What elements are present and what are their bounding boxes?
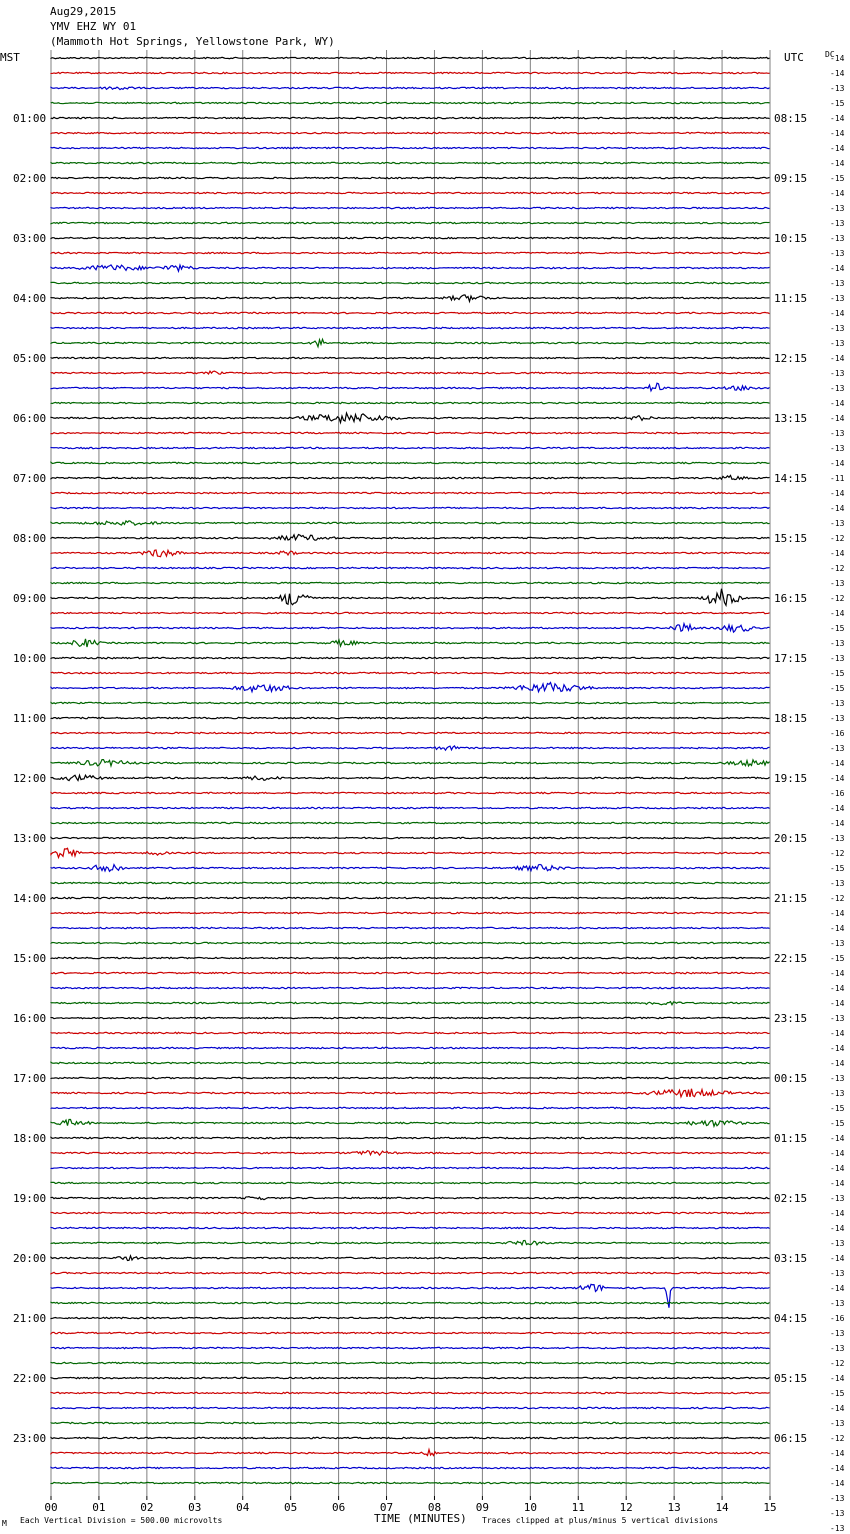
right-hour-label: 12:15 — [774, 352, 808, 365]
dc-offset-value: -13 — [830, 879, 845, 888]
dc-offset-value: -14 — [830, 69, 845, 78]
dc-offset-value: -14 — [830, 489, 845, 498]
dc-offset-value: -13 — [830, 204, 845, 213]
trace-line — [51, 550, 770, 557]
left-hour-label: 19:00 — [13, 1192, 47, 1205]
trace-line — [51, 535, 770, 541]
right-hour-label: 22:15 — [774, 952, 808, 965]
dc-offset-value: -15 — [830, 1104, 845, 1113]
dc-offset-value: -14 — [830, 144, 845, 153]
dc-offset-value: -13 — [830, 1239, 845, 1248]
right-timezone-label: UTC — [784, 51, 804, 64]
trace-line — [51, 371, 770, 374]
dc-offset-value: -15 — [830, 954, 845, 963]
right-hour-label: 10:15 — [774, 232, 808, 245]
trace-line — [51, 1284, 770, 1307]
trace-line — [51, 807, 770, 808]
trace-line — [51, 1377, 770, 1378]
dc-offset-value: -13 — [830, 429, 845, 438]
trace-line — [51, 1256, 770, 1261]
trace-line — [51, 413, 770, 422]
dc-offset-label: DC — [825, 50, 835, 59]
dc-offset-value: -14 — [830, 1059, 845, 1068]
dc-offset-value: -16 — [830, 729, 845, 738]
dc-offset-value: -13 — [830, 1329, 845, 1338]
left-hour-label: 09:00 — [13, 592, 47, 605]
trace-line — [51, 1212, 770, 1213]
dc-offset-value: -13 — [830, 1524, 845, 1533]
left-hour-label: 23:00 — [13, 1432, 47, 1445]
x-tick-label: 01 — [92, 1501, 106, 1514]
dc-offset-value: -14 — [830, 189, 845, 198]
trace-line — [51, 957, 770, 958]
trace-line — [51, 612, 770, 613]
dc-offset-value: -14 — [830, 354, 845, 363]
dc-offset-value: -14 — [830, 309, 845, 318]
dc-offset-value: -15 — [830, 1389, 845, 1398]
dc-offset-value: -13 — [830, 219, 845, 228]
clip-note: Traces clipped at plus/minus 5 vertical divisions — [482, 1516, 719, 1525]
dc-offset-value: -13 — [830, 1299, 845, 1308]
dc-offset-value: -13 — [830, 639, 845, 648]
trace-line — [51, 624, 770, 632]
trace-line — [51, 1482, 770, 1483]
trace-line — [51, 507, 770, 508]
trace-line — [51, 177, 770, 178]
trace-line — [51, 1422, 770, 1423]
dc-offset-value: -13 — [830, 1344, 845, 1353]
dc-offset-value: -11 — [830, 474, 845, 483]
x-tick-label: 13 — [667, 1501, 681, 1514]
dc-offset-value: -13 — [830, 1194, 845, 1203]
right-hour-label: 08:15 — [774, 112, 808, 125]
dc-offset-value: -13 — [830, 294, 845, 303]
dc-offset-value: -14 — [830, 759, 845, 768]
dc-offset-value: -14 — [830, 459, 845, 468]
dc-offset-value: -14 — [830, 1029, 845, 1038]
dc-offset-value: -12 — [830, 894, 845, 903]
dc-offset-value: -13 — [830, 249, 845, 258]
left-hour-label: 08:00 — [13, 532, 47, 545]
corner-mark: M — [2, 1519, 7, 1528]
dc-offset-value: -13 — [830, 714, 845, 723]
trace-line — [51, 87, 770, 90]
dc-offset-value: -14 — [830, 1404, 845, 1413]
dc-offset-value: -14 — [830, 984, 845, 993]
left-hour-label: 05:00 — [13, 352, 47, 365]
scale-note: Each Vertical Division = 500.00 microvolts — [20, 1516, 223, 1525]
trace-line — [51, 1182, 770, 1183]
trace-line — [51, 1437, 770, 1438]
left-timezone-label: MST — [0, 51, 20, 64]
trace-line — [51, 987, 770, 988]
left-hour-label: 21:00 — [13, 1312, 47, 1325]
trace-line — [51, 207, 770, 208]
trace-line — [51, 462, 770, 463]
trace-line — [51, 683, 770, 692]
trace-line — [51, 1002, 770, 1005]
trace-line — [51, 383, 770, 391]
dc-offset-value: -13 — [830, 834, 845, 843]
dc-offset-value: -14 — [830, 549, 845, 558]
left-hour-label: 16:00 — [13, 1012, 47, 1025]
dc-offset-value: -14 — [830, 399, 845, 408]
left-hour-label: 14:00 — [13, 892, 47, 905]
trace-line — [51, 1119, 770, 1126]
trace-line — [51, 672, 770, 673]
left-hour-label: 20:00 — [13, 1252, 47, 1265]
right-hour-label: 23:15 — [774, 1012, 808, 1025]
right-hour-label: 18:15 — [774, 712, 808, 725]
trace-line — [51, 792, 770, 793]
right-hour-label: 13:15 — [774, 412, 808, 425]
right-hour-label: 00:15 — [774, 1072, 808, 1085]
right-hour-label: 11:15 — [774, 292, 808, 305]
dc-offset-value: -14 — [830, 1254, 845, 1263]
left-hour-label: 13:00 — [13, 832, 47, 845]
dc-offset-value: -14 — [830, 159, 845, 168]
plot-date: Aug29,2015 — [50, 5, 117, 18]
trace-line — [51, 848, 770, 857]
x-axis-label: TIME (MINUTES) — [374, 1512, 467, 1525]
dc-offset-value: -13 — [830, 699, 845, 708]
dc-offset-value: -13 — [830, 519, 845, 528]
right-hour-label: 06:15 — [774, 1432, 808, 1445]
trace-line — [51, 864, 770, 871]
dc-offset-value: -14 — [830, 1179, 845, 1188]
station-location: (Mammoth Hot Springs, Yellowstone Park, WY) — [50, 35, 335, 48]
trace-line — [51, 657, 770, 658]
trace-line — [51, 746, 770, 750]
dc-offset-value: -13 — [830, 444, 845, 453]
dc-offset-value: -12 — [830, 1434, 845, 1443]
trace-line — [51, 102, 770, 103]
trace-line — [51, 447, 770, 448]
x-tick-label: 10 — [523, 1501, 537, 1514]
seismic-traces — [51, 57, 770, 1483]
trace-line — [51, 72, 770, 73]
trace-line — [51, 282, 770, 283]
trace-line — [51, 1062, 770, 1063]
right-hour-label: 19:15 — [774, 772, 808, 785]
trace-line — [51, 237, 770, 238]
x-tick-label: 03 — [188, 1501, 202, 1514]
trace-line — [51, 589, 770, 606]
x-tick-label: 11 — [571, 1501, 585, 1514]
dc-offset-value: -13 — [830, 1494, 845, 1503]
trace-line — [51, 252, 770, 253]
trace-line — [51, 1272, 770, 1273]
left-hour-label: 17:00 — [13, 1072, 47, 1085]
left-hour-label: 01:00 — [13, 112, 47, 125]
dc-offset-value: -14 — [830, 1209, 845, 1218]
right-hour-label: 14:15 — [774, 472, 808, 485]
trace-line — [51, 942, 770, 943]
dc-offset-value: -14 — [830, 1479, 845, 1488]
x-tick-label: 02 — [140, 1501, 154, 1514]
trace-line — [51, 312, 770, 313]
trace-line — [51, 1032, 770, 1033]
trace-line — [51, 192, 770, 193]
x-tick-label: 06 — [331, 1501, 346, 1514]
dc-offset-values — [830, 54, 845, 1534]
dc-offset-value: -14 — [830, 504, 845, 513]
dc-offset-value: -13 — [830, 744, 845, 753]
left-hour-label: 04:00 — [13, 292, 47, 305]
trace-line — [51, 475, 770, 479]
dc-offset-value: -13 — [830, 1509, 845, 1518]
trace-line — [51, 132, 770, 133]
dc-offset-value: -15 — [830, 864, 845, 873]
trace-line — [51, 339, 770, 346]
trace-line — [51, 1167, 770, 1168]
trace-line — [51, 432, 770, 433]
trace-line — [51, 1137, 770, 1138]
dc-offset-value: -13 — [830, 939, 845, 948]
x-tick-label: 15 — [763, 1501, 777, 1514]
trace-line — [51, 1392, 770, 1393]
x-tick-label: 08 — [427, 1501, 442, 1514]
dc-offset-value: -14 — [830, 909, 845, 918]
x-tick-label: 09 — [475, 1501, 490, 1514]
trace-line — [51, 702, 770, 703]
right-hour-label: 01:15 — [774, 1132, 808, 1145]
dc-offset-value: -14 — [830, 999, 845, 1008]
dc-offset-value: -14 — [830, 264, 845, 273]
dc-offset-value: -13 — [830, 1014, 845, 1023]
x-tick-label: 05 — [284, 1501, 298, 1514]
trace-line — [51, 521, 770, 525]
trace-line — [51, 492, 770, 493]
right-hour-label: 05:15 — [774, 1372, 808, 1385]
trace-line — [51, 265, 770, 271]
dc-offset-value: -12 — [830, 849, 845, 858]
trace-line — [51, 927, 770, 928]
x-tick-label: 00 — [44, 1501, 58, 1514]
right-hour-label: 15:15 — [774, 532, 808, 545]
dc-offset-value: -15 — [830, 1119, 845, 1128]
dc-offset-value: -14 — [830, 1149, 845, 1158]
trace-line — [51, 1302, 770, 1303]
dc-offset-value: -14 — [830, 129, 845, 138]
trace-line — [51, 822, 770, 823]
trace-line — [51, 1151, 770, 1155]
left-hour-label: 12:00 — [13, 772, 47, 785]
left-hour-label: 02:00 — [13, 172, 47, 185]
left-hour-label: 18:00 — [13, 1132, 47, 1145]
x-tick-label: 07 — [379, 1501, 394, 1514]
dc-offset-value: -14 — [830, 804, 845, 813]
dc-offset-value: -12 — [830, 594, 845, 603]
trace-line — [51, 1317, 770, 1318]
left-hour-label: 11:00 — [13, 712, 47, 725]
dc-offset-value: -14 — [830, 609, 845, 618]
dc-offset-value: -15 — [830, 684, 845, 693]
trace-line — [51, 837, 770, 838]
dc-offset-value: -12 — [830, 1359, 845, 1368]
trace-line — [51, 147, 770, 148]
dc-offset-value: -15 — [830, 99, 845, 108]
right-hour-label: 20:15 — [774, 832, 808, 845]
trace-line — [51, 1227, 770, 1228]
station-code: YMV EHZ WY 01 — [50, 20, 137, 33]
dc-offset-value: -13 — [830, 579, 845, 588]
trace-line — [51, 775, 770, 780]
dc-offset-value: -16 — [830, 789, 845, 798]
dc-offset-value: -14 — [830, 1044, 845, 1053]
dc-offset-value: -13 — [830, 369, 845, 378]
dc-offset-value: -14 — [830, 54, 845, 63]
dc-offset-value: -15 — [830, 174, 845, 183]
trace-line — [51, 1107, 770, 1108]
trace-line — [51, 567, 770, 568]
dc-offset-value: -14 — [830, 114, 845, 123]
trace-line — [51, 402, 770, 403]
dc-offset-value: -14 — [830, 1134, 845, 1143]
dc-offset-value: -12 — [830, 564, 845, 573]
trace-line — [51, 162, 770, 163]
left-hour-label: 10:00 — [13, 652, 47, 665]
trace-line — [51, 1407, 770, 1408]
dc-offset-value: -13 — [830, 324, 845, 333]
trace-line — [51, 1347, 770, 1348]
dc-offset-value: -14 — [830, 1284, 845, 1293]
right-hour-label: 17:15 — [774, 652, 808, 665]
dc-offset-value: -14 — [830, 1224, 845, 1233]
dc-offset-value: -14 — [830, 1164, 845, 1173]
left-hour-label: 03:00 — [13, 232, 47, 245]
trace-line — [51, 295, 770, 301]
dc-offset-value: -14 — [830, 414, 845, 423]
dc-offset-value: -13 — [830, 654, 845, 663]
dc-offset-value: -13 — [830, 234, 845, 243]
left-hour-label: 06:00 — [13, 412, 47, 425]
dc-offset-value: -14 — [830, 924, 845, 933]
trace-line — [51, 1362, 770, 1363]
left-hour-label: 07:00 — [13, 472, 47, 485]
dc-offset-value: -13 — [830, 279, 845, 288]
dc-offset-value: -13 — [830, 339, 845, 348]
trace-line — [51, 760, 770, 766]
trace-line — [51, 912, 770, 913]
trace-line — [51, 1240, 770, 1244]
trace-line — [51, 882, 770, 883]
dc-offset-value: -15 — [830, 624, 845, 633]
right-hour-label: 09:15 — [774, 172, 808, 185]
dc-offset-value: -14 — [830, 1464, 845, 1473]
trace-line — [51, 1017, 770, 1018]
trace-line — [51, 222, 770, 223]
dc-offset-value: -13 — [830, 1269, 845, 1278]
dc-offset-value: -14 — [830, 969, 845, 978]
x-tick-label: 04 — [236, 1501, 250, 1514]
trace-line — [51, 327, 770, 328]
trace-line — [51, 717, 770, 718]
dc-offset-value: -16 — [830, 1314, 845, 1323]
trace-line — [51, 1332, 770, 1333]
trace-line — [51, 1450, 770, 1456]
trace-line — [51, 1467, 770, 1468]
dc-offset-value: -15 — [830, 669, 845, 678]
right-hour-label: 03:15 — [774, 1252, 808, 1265]
left-hour-label: 22:00 — [13, 1372, 47, 1385]
x-tick-label: 14 — [715, 1501, 729, 1514]
dc-offset-value: -12 — [830, 534, 845, 543]
trace-line — [51, 117, 770, 118]
right-hour-label: 02:15 — [774, 1192, 808, 1205]
dc-offset-value: -14 — [830, 1449, 845, 1458]
dc-offset-value: -14 — [830, 774, 845, 783]
right-hour-label: 21:15 — [774, 892, 808, 905]
dc-offset-value: -13 — [830, 1419, 845, 1428]
trace-line — [51, 1089, 770, 1097]
x-tick-label: 12 — [619, 1501, 633, 1514]
left-hour-label: 15:00 — [13, 952, 47, 965]
trace-line — [51, 1077, 770, 1078]
trace-line — [51, 582, 770, 583]
trace-line — [51, 972, 770, 973]
trace-line — [51, 357, 770, 358]
trace-line — [51, 897, 770, 898]
dc-offset-value: -14 — [830, 1374, 845, 1383]
dc-offset-value: -14 — [830, 819, 845, 828]
right-hour-label: 16:15 — [774, 592, 808, 605]
dc-offset-value: -13 — [830, 84, 845, 93]
trace-line — [51, 1197, 770, 1200]
dc-offset-value: -13 — [830, 1089, 845, 1098]
dc-offset-value: -13 — [830, 1074, 845, 1083]
trace-line — [51, 1047, 770, 1048]
trace-line — [51, 732, 770, 733]
dc-offset-value: -13 — [830, 384, 845, 393]
trace-line — [51, 57, 770, 58]
trace-line — [51, 639, 770, 647]
right-hour-label: 04:15 — [774, 1312, 808, 1325]
